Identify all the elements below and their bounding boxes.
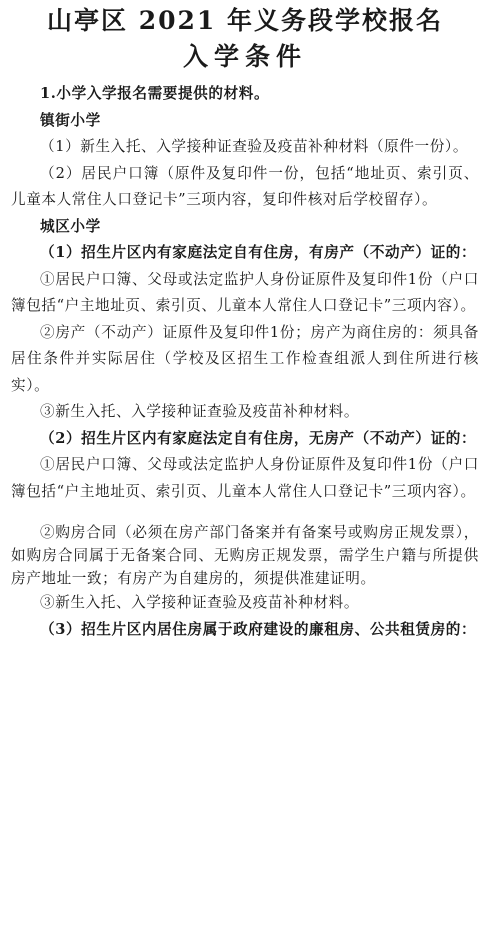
document-title-line-1: 山亭区 2021 年义务段学校报名 <box>47 6 443 35</box>
case-1-item-2: ②房产（不动产）证原件及复印件1份；房产为商住房的：须具备居住条件并实际居住（学校及区招生工作检查组派人到住所进行核实）。 <box>11 323 479 394</box>
paragraph-town-item-2: （2）居民户口簿（原件及复印件一份，包括“地址页、索引页、儿童本人常住人口登记卡”三项内容，复印件核对后学校留存）。 <box>11 164 479 208</box>
case-2-item-1: ①居民户口簿、父母或法定监护人身份证原件及复印件1份（户口簿包括“户主地址页、索引页、儿童本人常住人口登记卡”三项内容）。 <box>11 456 479 500</box>
case-1-item-1: ①居民户口簿、父母或法定监护人身份证原件及复印件1份（户口簿包括“户主地址页、索引页、儿童本人常住人口登记卡”三项内容）。 <box>11 270 479 314</box>
case-heading-2: （2）招生片区内有家庭法定自有住房，无房产（不动产）证的： <box>40 429 477 447</box>
subheading-urban-primary: 城区小学 <box>40 217 101 235</box>
paragraph-town-item-1: （1）新生入托、入学接种证查验及疫苗补种材料（原件一份）。 <box>40 138 469 155</box>
document-title-line-2: 入学条件 <box>182 42 307 71</box>
section-heading-materials: 1.小学入学报名需要提供的材料。 <box>40 85 270 102</box>
case-2-item-3: ③新生入托、入学接种证查验及疫苗补种材料。 <box>40 594 360 611</box>
subheading-town-primary: 镇街小学 <box>40 111 101 129</box>
case-1-item-3: ③新生入托、入学接种证查验及疫苗补种材料。 <box>40 403 360 420</box>
case-heading-1: （1）招生片区内有家庭法定自有住房，有房产（不动产）证的： <box>40 244 477 261</box>
case-2-item-2: ②购房合同（必须在房产部门备案并有备案号或购房正规发票），如购房合同属于无备案合同、无购房正规发票，需学生户籍与所提供房产地址一致；有房产为自建房的，须提供准建证明。 <box>11 524 479 587</box>
document-body <box>0 81 490 643</box>
case-heading-3: （3）招生片区内居住房属于政府建设的廉租房、公共租赁房的： <box>40 620 477 638</box>
